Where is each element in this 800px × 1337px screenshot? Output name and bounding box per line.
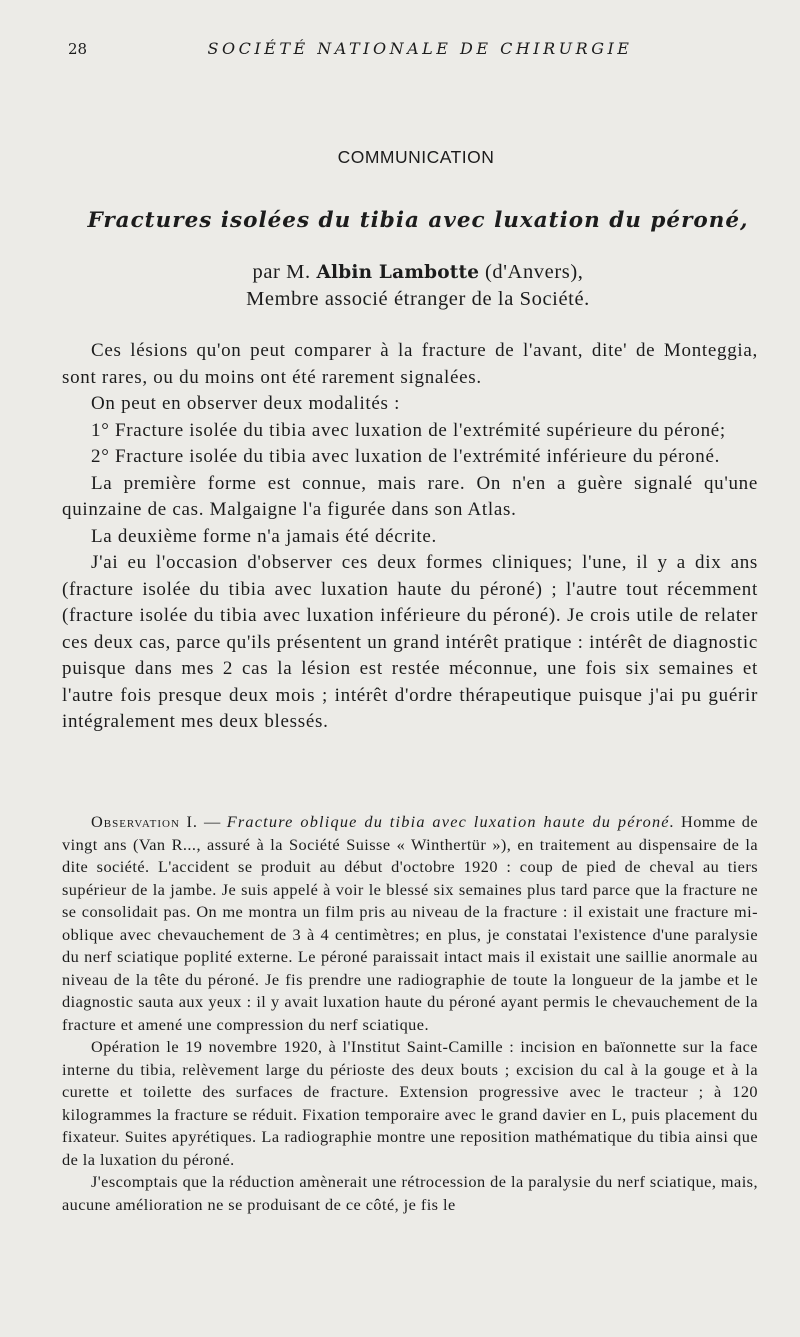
section-label: COMMUNICATION bbox=[337, 147, 495, 167]
article-title: Fractures isolées du tibia avec luxation du péroné, bbox=[87, 208, 749, 233]
author-name: Albin Lambotte bbox=[316, 262, 480, 283]
paragraph: 2° Fracture isolée du tibia avec luxation de l'extrémité inférieure du péroné. bbox=[91, 446, 721, 467]
observation-dash: — bbox=[197, 812, 227, 831]
author-affiliation: (d'Anvers), bbox=[484, 261, 584, 283]
observation-label: Observation I. bbox=[91, 812, 198, 831]
paragraph: J'ai eu l'occasion d'observer ces deux formes cliniques; l'une, il y a dix ans (fracture isolée du tibia avec luxation haute du péroné) ; l'autre tout récemment (fracture isolée du tibia avec luxation inférieure du péroné). Je crois utile de relater ces deux cas, parce qu'ils présentent un grand intérêt pratique : intérêt de diagnostic puisque dans mes 2 cas la lésion est restée méconnue, une fois six semaines et l'autre fois presque deux mois ; intérêt d'ordre thérapeutique puisque j'ai pu guérir intégralement mes deux blessés. bbox=[62, 552, 758, 732]
paragraph: Ces lésions qu'on peut comparer à la fracture de l'avant, dite' de Monteggia, sont rares, ou du moins ont été rarement signalées. bbox=[62, 340, 758, 388]
author-line bbox=[0, 259, 800, 286]
main-text bbox=[62, 338, 758, 736]
paragraph: 1° Fracture isolée du tibia avec luxation de l'extrémité supérieure du péroné; bbox=[91, 419, 726, 441]
paragraph: La deuxième forme n'a jamais été décrite. bbox=[91, 525, 437, 547]
running-header bbox=[0, 38, 800, 62]
observation-text: Homme de vingt ans (Van R..., assuré à la Société Suisse « Winthertür »), en traitement au dispensaire de la dite société. L'accident se produit au début d'octobre 1920 : coup de pied de cheval au tiers supérieur de la jambe. Je suis appelé à voir le blessé six semaines plus tard parce que la fracture ne se consolidait pas. On me montra un film pris au niveau de la fracture : il existait une fracture mi-oblique avec chevauchement de 3 à 4 centimètres; en plus, je constatai l'existence d'une paralysie du nerf sciatique poplité externe. Le péroné paraissait intact mais il existait une saillie anormale au niveau de la tête du péroné. Je fis prendre une radiographie de toute la longueur de la jambe et le diagnostic sauta aux yeux : il y avait luxation haute du péroné ayant permis le chevauchement de la fracture et amené une compression du nerf sciatique. bbox=[62, 812, 758, 1034]
author-role: Membre associé étranger de la Société. bbox=[246, 288, 590, 310]
paragraph: J'escomptais que la réduction amènerait une rétrocession de la paralysie du nerf sciatique, mais, aucune amélioration ne se produisant de ce côté, je fis le bbox=[62, 1172, 758, 1214]
paragraph: On peut en observer deux modalités : bbox=[91, 393, 401, 414]
page-number: 28 bbox=[68, 40, 88, 58]
observation-block bbox=[62, 811, 758, 1216]
paragraph: Opération le 19 novembre 1920, à l'Institut Saint-Camille : incision en baïonnette sur la face interne du tibia, relèvement large du périoste des deux bouts ; excision du cal à la gouge et à la curette et toilette des surfaces de fracture. Extension progressive avec le tracteur ; à 120 kilogrammes la fracture se réduit. Fixation temporaire avec le grand davier en L, puis placement du fixateur. Suites apyrétiques. La radiographie montre une reposition mathématique du tibia ainsi que de la luxation du péroné. bbox=[62, 1037, 758, 1169]
paragraph: La première forme est connue, mais rare. On n'en a guère signalé qu'une quinzaine de cas. Malgaigne l'a figurée dans son Atlas. bbox=[62, 472, 758, 520]
observation-paragraph bbox=[62, 811, 758, 1036]
byline bbox=[0, 259, 800, 313]
running-title: SOCIÉTÉ NATIONALE DE CHIRURGIE bbox=[207, 39, 633, 58]
author-prefix: par M. bbox=[252, 261, 311, 283]
observation-title: Fracture oblique du tibia avec luxation haute du péroné. bbox=[226, 812, 675, 831]
